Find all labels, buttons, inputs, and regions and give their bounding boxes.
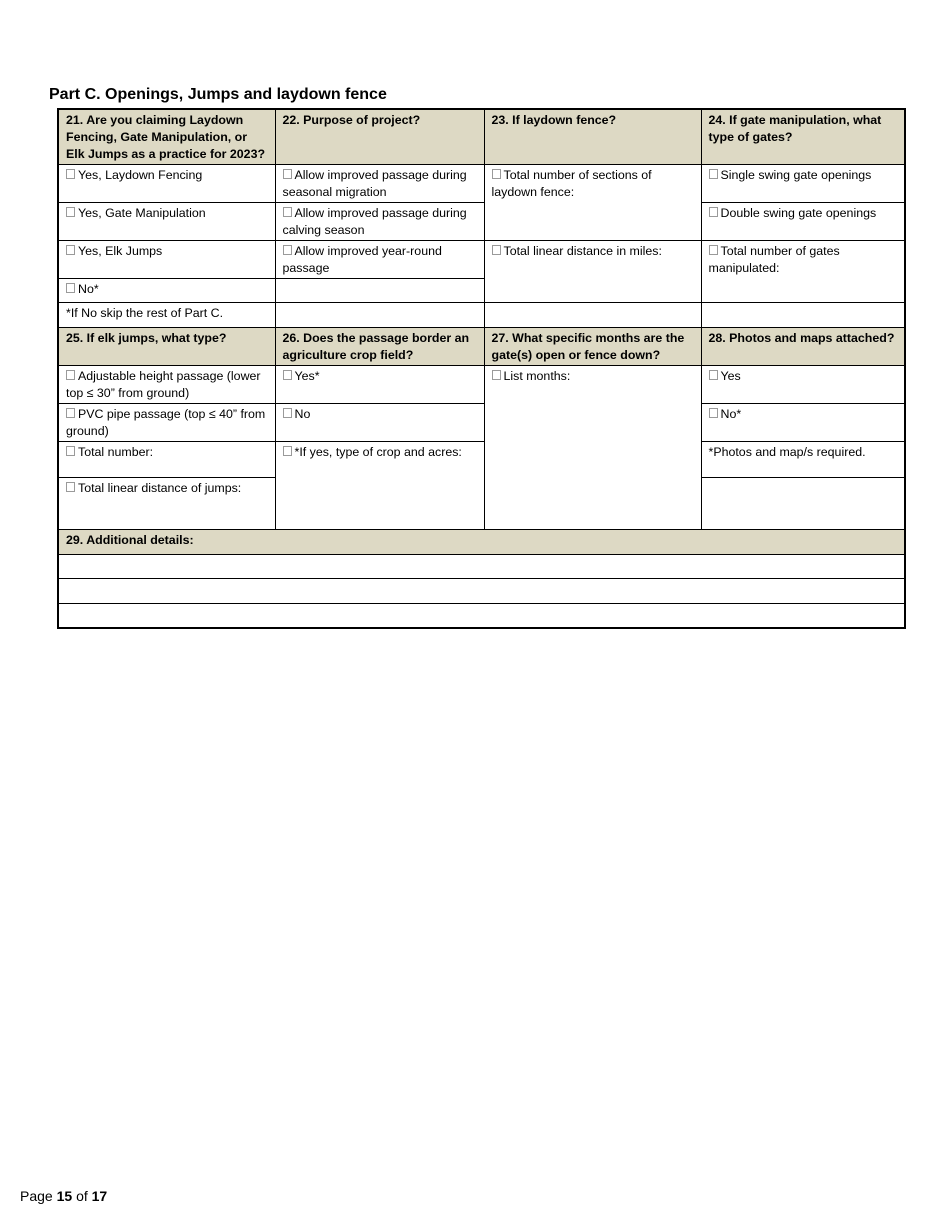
q27-label: 27. What specific months are the gate(s) open or fence down? [484, 328, 701, 366]
checkbox-icon[interactable] [66, 283, 75, 293]
checkbox-icon[interactable] [66, 482, 75, 492]
checkbox-icon[interactable] [66, 446, 75, 456]
q22-option-calving[interactable]: Allow improved passage during calving season [275, 203, 484, 241]
checkbox-icon[interactable] [66, 408, 75, 418]
header-row-2 [58, 328, 905, 366]
checkbox-icon[interactable] [709, 207, 718, 217]
q28-note: *Photos and map/s required. [701, 442, 905, 478]
q28-option-yes[interactable]: Yes [701, 366, 905, 404]
additional-details-line-1[interactable] [58, 555, 905, 579]
empty-cell [275, 303, 484, 328]
of-word: of [76, 1188, 88, 1204]
header-row-1 [58, 109, 905, 165]
q24-option-double-swing[interactable]: Double swing gate openings [701, 203, 905, 241]
q25-option-pvc[interactable]: PVC pipe passage (top ≤ 40” from ground) [58, 404, 275, 442]
q21-note: *If No skip the rest of Part C. [58, 303, 275, 328]
q24-label: 24. If gate manipulation, what type of gates? [701, 109, 905, 165]
checkbox-icon[interactable] [66, 370, 75, 380]
q26-label: 26. Does the passage border an agriculture crop field? [275, 328, 484, 366]
empty-cell [275, 279, 484, 303]
checkbox-icon[interactable] [283, 169, 292, 179]
page-word: Page [20, 1188, 53, 1204]
checkbox-icon[interactable] [709, 169, 718, 179]
page-footer [20, 1188, 107, 1204]
q27-option-list-months[interactable]: List months: [484, 366, 701, 530]
q22-label: 22. Purpose of project? [275, 109, 484, 165]
page-current: 15 [56, 1188, 73, 1204]
checkbox-icon[interactable] [66, 207, 75, 217]
page-total: 17 [91, 1188, 108, 1204]
checkbox-icon[interactable] [283, 370, 292, 380]
q21-label: 21. Are you claiming Laydown Fencing, Gate Manipulation, or Elk Jumps as a practice for 2023? [58, 109, 275, 165]
checkbox-icon[interactable] [283, 245, 292, 255]
q21-option-no[interactable]: No* [58, 279, 275, 303]
checkbox-icon[interactable] [66, 245, 75, 255]
q23-label: 23. If laydown fence? [484, 109, 701, 165]
checkbox-icon[interactable] [709, 245, 718, 255]
q25-option-adjustable[interactable]: Adjustable height passage (lower top ≤ 30” from ground) [58, 366, 275, 404]
q25-label: 25. If elk jumps, what type? [58, 328, 275, 366]
q28-option-no[interactable]: No* [701, 404, 905, 442]
q28-label: 28. Photos and maps attached? [701, 328, 905, 366]
q23-option-linear-distance[interactable]: Total linear distance in miles: [484, 241, 701, 303]
q25-option-linear-distance[interactable]: Total linear distance of jumps: [58, 478, 275, 530]
checkbox-icon[interactable] [66, 169, 75, 179]
empty-cell [701, 478, 905, 530]
q26-option-no[interactable]: No [275, 404, 484, 442]
empty-cell [701, 303, 905, 328]
q29-label: 29. Additional details: [58, 530, 905, 555]
q23-option-sections[interactable]: Total number of sections of laydown fence: [484, 165, 701, 241]
additional-details-line-2[interactable] [58, 579, 905, 604]
checkbox-icon[interactable] [492, 169, 501, 179]
q26-option-crop-acres[interactable]: *If yes, type of crop and acres: [275, 442, 484, 530]
additional-details-line-3[interactable] [58, 604, 905, 628]
q26-option-yes[interactable]: Yes* [275, 366, 484, 404]
part-title: Part C. Openings, Jumps and laydown fence [49, 86, 387, 103]
checkbox-icon[interactable] [283, 408, 292, 418]
empty-cell [484, 303, 701, 328]
q24-option-total-gates[interactable]: Total number of gates manipulated: [701, 241, 905, 303]
part-c-form-table [57, 108, 906, 629]
checkbox-icon[interactable] [283, 446, 292, 456]
q21-option-gate[interactable]: Yes, Gate Manipulation [58, 203, 275, 241]
q24-option-single-swing[interactable]: Single swing gate openings [701, 165, 905, 203]
q25-option-total-number[interactable]: Total number: [58, 442, 275, 478]
checkbox-icon[interactable] [709, 370, 718, 380]
checkbox-icon[interactable] [709, 408, 718, 418]
q22-option-migration[interactable]: Allow improved passage during seasonal migration [275, 165, 484, 203]
checkbox-icon[interactable] [283, 207, 292, 217]
checkbox-icon[interactable] [492, 245, 501, 255]
q21-option-laydown[interactable]: Yes, Laydown Fencing [58, 165, 275, 203]
checkbox-icon[interactable] [492, 370, 501, 380]
q21-option-elk-jumps[interactable]: Yes, Elk Jumps [58, 241, 275, 279]
header-row-3 [58, 530, 905, 555]
q22-option-year-round[interactable]: Allow improved year-round passage [275, 241, 484, 279]
